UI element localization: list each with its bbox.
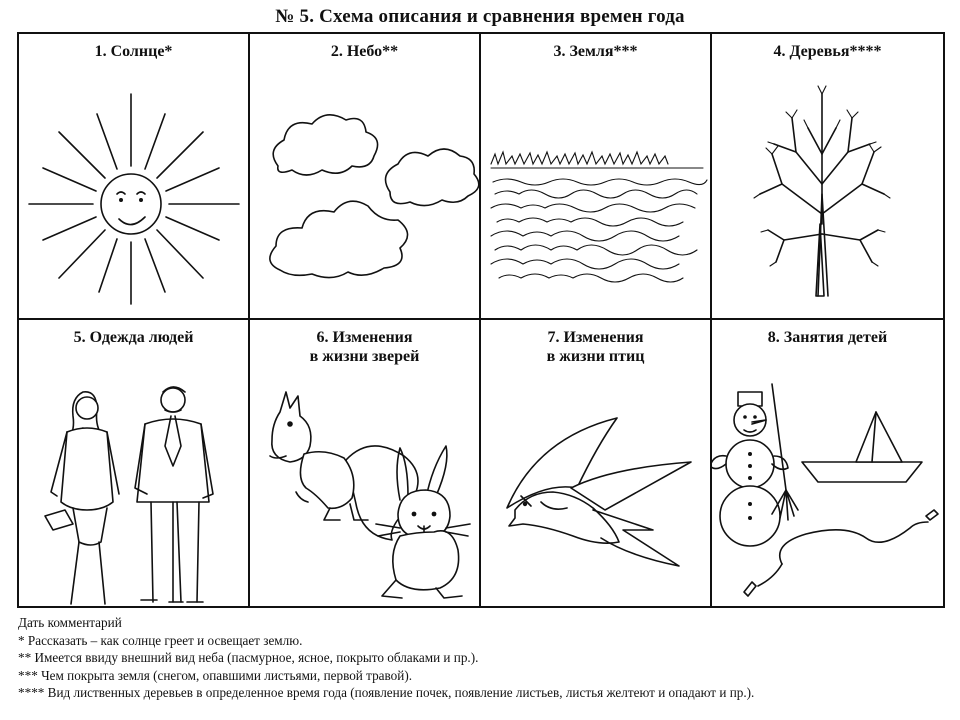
cell-title: 4. Деревья**** — [773, 43, 882, 60]
comment-sky: ** Имеется ввиду внешний вид неба (пасмурное, ясное, покрыто облаками и пр.). — [18, 650, 479, 665]
cell-title: 6. Изменения в жизни зверей — [309, 329, 420, 365]
ground-icon — [481, 34, 711, 320]
people-icon — [19, 320, 249, 606]
toys-icon — [712, 320, 942, 606]
sun-icon — [19, 34, 249, 320]
cell-sky — [250, 34, 481, 320]
cell-sun — [19, 34, 250, 320]
cell-title: 2. Небо** — [330, 43, 399, 60]
comments-heading: Дать комментарий — [18, 615, 122, 630]
cell-trees — [712, 34, 943, 320]
cell-children — [712, 320, 943, 606]
cell-clothing — [19, 320, 250, 606]
page-title: № 5. Схема описания и сравнения времен года — [275, 6, 685, 27]
cell-animals — [250, 320, 481, 606]
comment-sun: * Рассказать – как солнце греет и освещает землю. — [18, 632, 303, 648]
comments-block — [18, 614, 948, 702]
cell-ground — [481, 34, 712, 320]
cell-title: 7. Изменения в жизни птиц — [546, 329, 645, 365]
cell-title: 3. Земля*** — [553, 43, 638, 60]
cell-birds — [481, 320, 712, 606]
swallow-icon — [481, 320, 711, 606]
cell-title: 1. Солнце* — [94, 43, 173, 60]
seasons-scheme-grid — [17, 32, 945, 608]
cell-title: 8. Занятия детей — [767, 329, 888, 346]
tree-icon — [712, 34, 942, 320]
comment-ground: *** Чем покрыта земля (снегом, опавшими листьями, первой травой). — [18, 667, 413, 683]
comment-trees: **** Вид лиственных деревьев в определенное время года (появление почек, появление листьев, листья желтеют и опадают и пр.). — [18, 685, 755, 700]
animals-icon — [250, 320, 480, 606]
clouds-icon — [250, 34, 480, 320]
cell-title: 5. Одежда людей — [73, 329, 194, 346]
